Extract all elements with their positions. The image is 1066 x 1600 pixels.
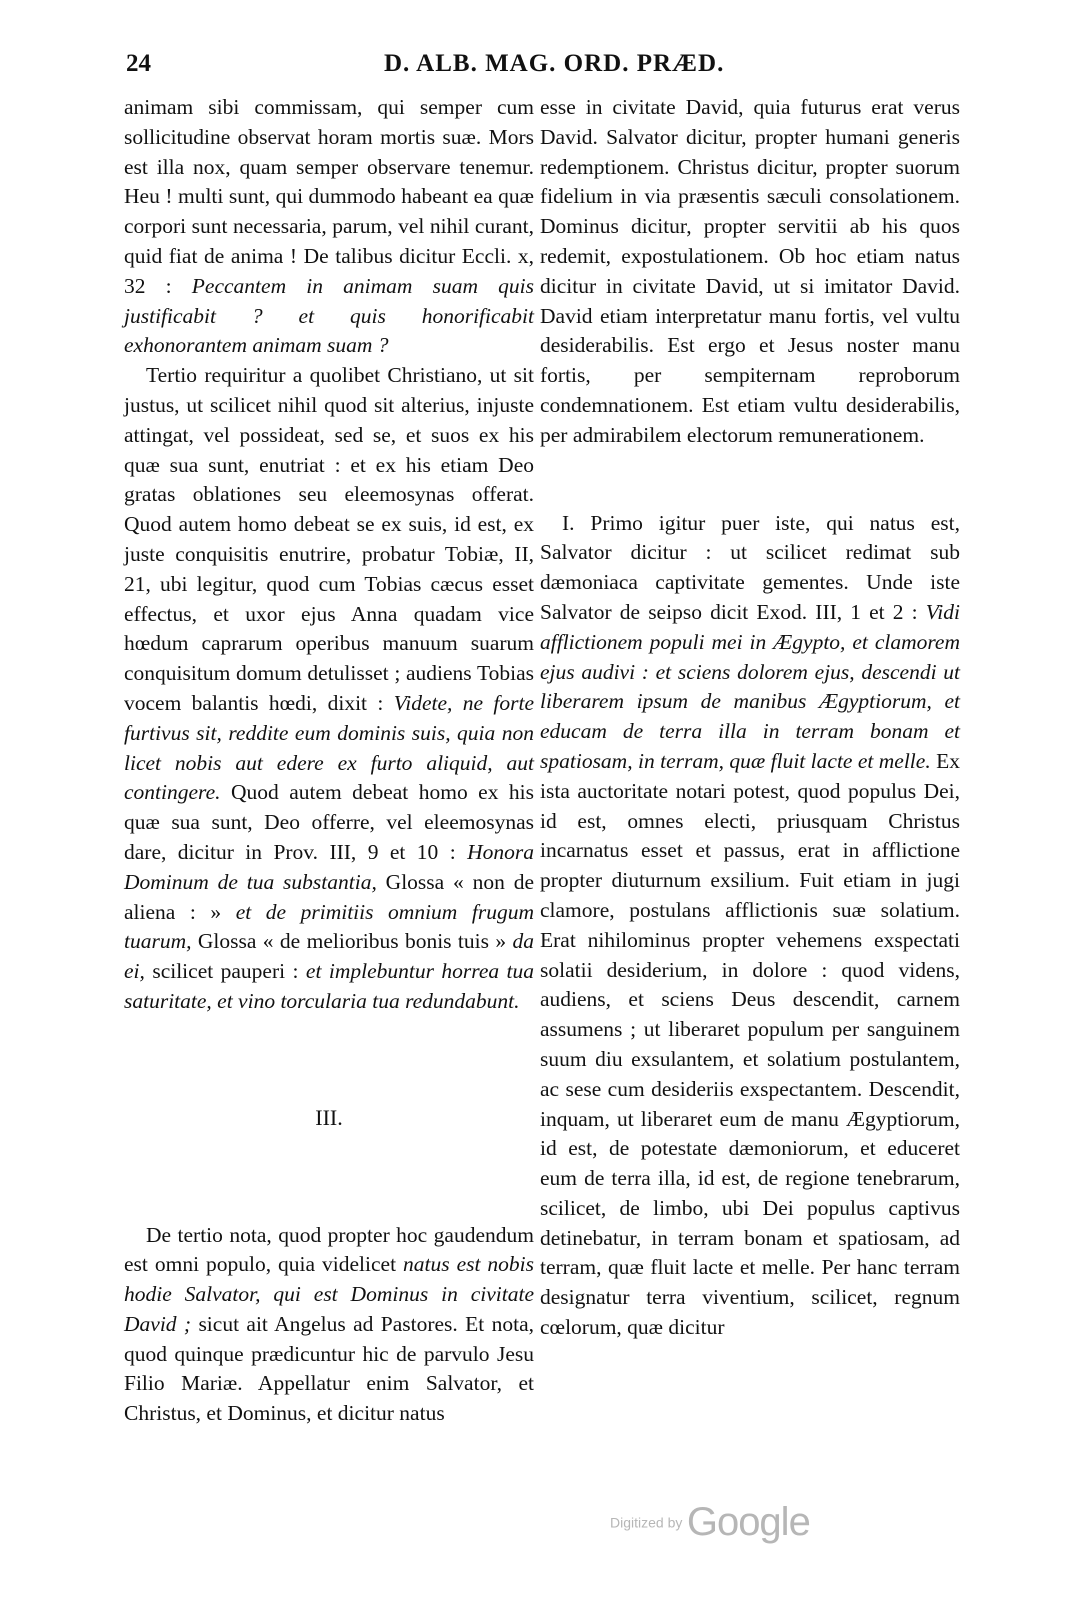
- quote: Peccantem in animam suam quis justificabit ? et quis honorificabit exhonorantem animam suam ?: [124, 273, 534, 358]
- right-paragraph-1: esse in civitate David, quia futurus erat verus David. Salvator dicitur, propter humani generis redemptionem. Christus dicitur, propter suorum fidelium in via præsentis sæculi consolationem. Dominus dicitur, propter servitii ab his quos redemit, expostulationem. Ob hoc etiam natus dicitur in civitate David, ut si imitator David. David etiam interpretatur manu fortis, vel vultu desiderabilis. Est ergo et Jesus noster manu fortis, per sempiternam reproborum condemnationem. Est etiam vultu desiderabilis, per admirabilem electorum remunerationem.: [540, 95, 960, 447]
- left-paragraph-2: [124, 361, 534, 1017]
- digitized-label: Digitized by: [610, 1514, 683, 1531]
- quote: et implebuntur horrea tua saturitate, et vino torcularia tua redundabunt.: [124, 959, 534, 1013]
- quote: et de primitiis omnium frugum tuarum,: [124, 899, 534, 954]
- text: sicut ait Angelus ad Pastores. Et nota, quod quinque prædicuntur hic de parvulo Jesu Filio Mariæ. Appellatur enim Salvator, et Christus, et Dominus, et dicitur natus: [124, 1311, 535, 1426]
- text: animam sibi commissam, qui semper cum sollicitudine observat horam mortis suæ. Mors est illa nox, quam semper observare tenemur. Heu ! multi sunt, qui dummodo habeant ea quæ corpori sunt necessaria, parum, vel nihil curant, quid fiat de anima ! De talibus dicitur Eccli. x, 32 :: [124, 95, 534, 298]
- text: De tertio nota, quod propter hoc gaudendum est omni populo, quia videlicet: [124, 1222, 534, 1277]
- quote: Vidi afflictionem populi mei in Ægypto, et clamorem ejus audivi : et sciens dolorem ejus, descendi ut liberarem ipsum de manibus Ægyptiorum, et educam de terra illa in terram bonam et spatiosam, in terram, quæ fluit lacte et melle.: [540, 599, 960, 773]
- text: Glossa « de melioribus bonis tuis »: [191, 929, 513, 954]
- left-paragraph-3: [124, 1221, 534, 1430]
- google-logo: Google: [686, 1500, 810, 1544]
- google-watermark: [610, 1500, 810, 1545]
- quote: Honora Dominum de tua substantia,: [124, 839, 534, 894]
- quote: Videte, ne forte furtivus sit, reddite eum dominis suis, quia non licet nobis aut edere ex furto aliquid, aut contingere.: [124, 690, 534, 805]
- left-column: [124, 93, 534, 1429]
- left-paragraph-1: [124, 93, 534, 361]
- page-number: 24: [126, 50, 151, 77]
- right-column: [540, 93, 960, 1343]
- text: Quod autem debeat homo ex his quæ sua sunt, Deo offerre, vel eleemosynas dare, dicitur in Prov. III, 9 et 10 :: [124, 780, 534, 864]
- text: scilicet pauperi :: [144, 959, 306, 984]
- text: Ex ista auctoritate notari potest, quod populus Dei, id est, omnes electi, priusquam Christus incarnatus esset et passus, erat in afflictione propter diuturnum exsilium. Fuit etiam in jugi clamore, postulans afflictionis suæ solatium. Erat nihilominus propter vehemens exspectati solatii desiderium, in dolore : quod videns, audiens, et sciens Deus descendit, carnem assumens ; ut liberaret populum per sanguinem suum diu exsulantem, et solatium postulantem, ac sese cum desideriis exspectantem. Descendit, inquam, ut liberaret eum de manu Ægyptiorum, id est, de potestate dæmoniorum, et educeret eum de terra illa, id est, de regione tenebrarum, scilicet, de limbo, ubi Dei populus captivus detinebatur, in terram bonam et spatiosam, ad terram, quæ fluit lacte et melle. Per hanc terram designatur terra viventium, scilicet, regnum cœlorum, quæ dicitur: [540, 748, 960, 1340]
- quote: natus est nobis hodie Salvator, qui est Dominus in civitate David ;: [124, 1252, 534, 1336]
- right-paragraph-2: [540, 509, 960, 1343]
- paragraph-gap: [540, 451, 960, 509]
- text: Glossa « non de aliena : »: [124, 869, 534, 924]
- text: I. Primo igitur puer iste, qui natus est, Salvator dicitur : ut scilicet redimat sub dæmoniaca captivitate gementes. Unde iste Salvator de seipso dicit Exod. III, 1 et 2 :: [540, 510, 960, 624]
- page-header: [124, 50, 964, 90]
- quote: da ei,: [124, 929, 534, 984]
- running-head: D. ALB. MAG. ORD. PRÆD.: [384, 50, 725, 77]
- text: Tertio requiritur a quolibet Christiano, ut sit justus, ut scilicet nihil quod sit alterius, injuste attingat, vel possideat, sed se, et suos ex his quæ sua sunt, enutriat : et ex his etiam Deo gratas oblationes seu eleemosynas offerat. Quod autem homo debeat se ex suis, id est, ex juste conquisitis enutrire, probatur Tobiæ, II, 21, ubi legitur, quod cum Tobias cæcus esset effectus, et uxor ejus Anna quadam vice hœdum caprarum operibus manuum suarum conquisitum domum detulisset ; audiens Tobias vocem balantis hœdi, dixit :: [124, 363, 534, 715]
- section-heading: III.: [315, 1104, 343, 1130]
